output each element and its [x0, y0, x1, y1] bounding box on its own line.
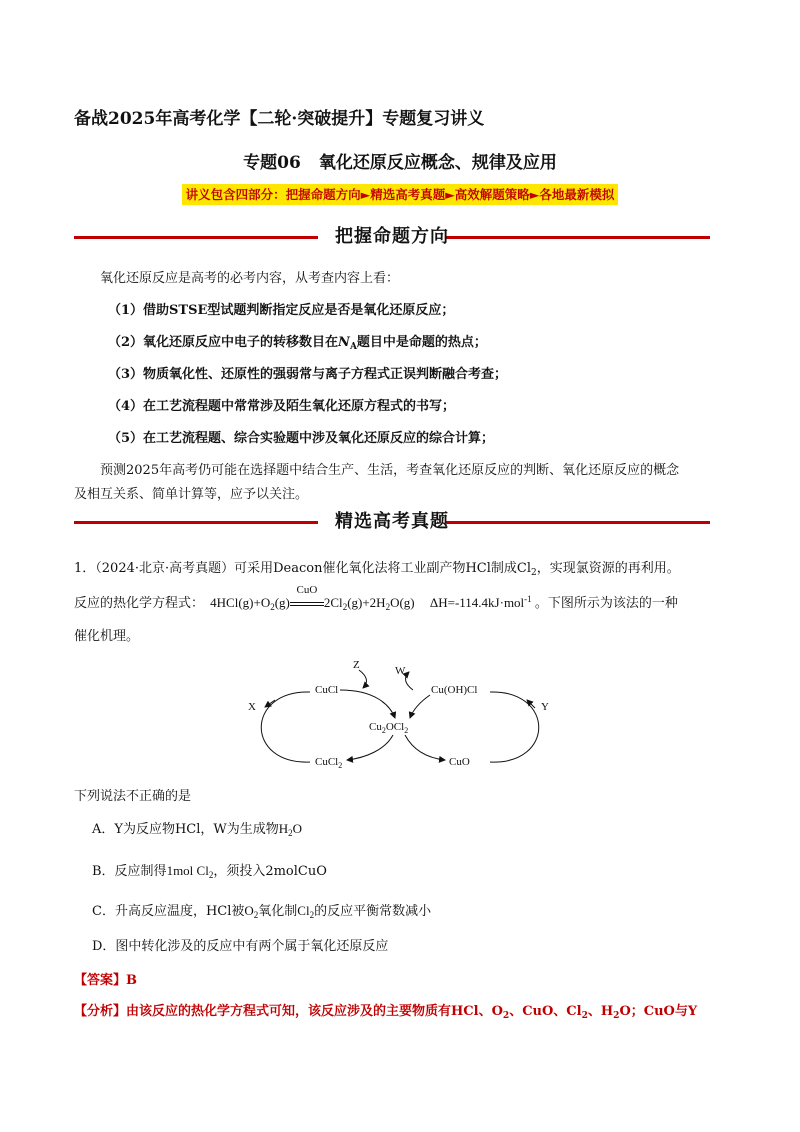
section-heading: 把握命题方向: [335, 226, 449, 247]
eq-right1: 2Cl: [323, 595, 343, 610]
eq-double-line: [290, 602, 324, 606]
analysis-label: 【分析】: [74, 1004, 127, 1019]
option-c-text: C．升高反应温度，HCl被: [92, 904, 245, 919]
point-2-post: 题目中是命题的热点；: [356, 335, 487, 350]
point-5: （5）在工艺流程题、综合实验题中涉及氧化还原反应的综合计算；: [108, 431, 495, 446]
arrow-cucl-to-cu2ocl2: [340, 690, 395, 718]
option-a-formula: $H_2O$: [278, 821, 303, 838]
cl2-formula: Cl: [516, 561, 532, 576]
option-b: [92, 860, 327, 883]
eq-dh-sup: -1: [524, 594, 532, 604]
eq-dh: ΔH=-114.4kJ·mol: [429, 595, 525, 610]
question-line-1-pre: 1．（2024·北京·高考真题）可采用Deacon催化氧化法将工业副产物HCl制成: [74, 561, 517, 576]
eq-right1-tail: (g)+2H: [347, 595, 386, 610]
option-d: D．图中转化涉及的反应中有两个属于氧化还原反应: [92, 939, 389, 954]
answer-line: [74, 970, 137, 992]
intro-paragraph: 氧化还原反应是高考的必考内容，从考查内容上看：: [100, 271, 400, 286]
option-c: [92, 900, 431, 923]
arrow-z: [359, 670, 366, 688]
question-line-1-post: ，实现氯资源的再利用。: [536, 561, 680, 576]
section-header-exams: [74, 507, 710, 537]
eq-right2-sub: 2: [385, 602, 391, 612]
answer-label: 【答案】: [74, 973, 127, 988]
label-z: Z: [353, 659, 360, 671]
section-header-direction: [74, 222, 710, 252]
topic-title: [0, 148, 800, 173]
section-rule-right: [446, 236, 710, 239]
analysis-line: 【分析】由该反应的热化学方程式可知，该反应涉及的主要物质有HCl、$O_2$、CuO、$Cl_2$、$H_2O$；CuO与Y: [74, 1004, 698, 1021]
question-stem: 下列说法不正确的是: [74, 789, 192, 804]
label-cuohcl: Cu(OH)Cl: [431, 684, 478, 696]
option-a-text: A．Y为反应物HCl，W为生成物: [92, 822, 279, 837]
na-subscript: A: [349, 342, 357, 352]
topic-name: 氧化还原反应概念、规律及应用: [318, 153, 557, 173]
section-heading: 精选高考真题: [335, 511, 449, 532]
arrow-cu2ocl2-to-cucl2: [347, 735, 393, 760]
prediction-line-1: 预测2025年高考仍可能在选择题中结合生产、生活，考查氧化还原反应的判断、氧化还原反应的概念: [100, 463, 680, 478]
question-line-2-post: 。下图所示为该法的一种: [534, 596, 678, 611]
prediction-line-2: 及相互关系、简单计算等，应予以关注。: [74, 487, 309, 502]
option-c-cl2: $Cl_2$: [297, 903, 315, 920]
eq-left-tail: (g): [274, 595, 290, 610]
section-rule-left: [74, 236, 318, 239]
outline-banner: [0, 184, 800, 203]
answer-value: B: [126, 973, 138, 988]
topic-number: 专题06: [243, 153, 301, 173]
eq-catalyst: CuO: [296, 584, 318, 596]
question-line-1: [74, 558, 680, 580]
point-3: （3）物质氧化性、还原性的强弱常与离子方程式正误判断融合考查；: [108, 367, 508, 382]
left-loop-arc: [261, 692, 310, 762]
option-b-text: B．反应制得: [92, 864, 167, 879]
option-b-formula: 1mol $Cl_2$: [166, 863, 214, 880]
label-x: X: [248, 701, 256, 713]
point-1: （1）借助STSE型试题判断指定反应是否是氧化还原反应；: [108, 303, 455, 318]
eq-right2-tail: O(g): [390, 595, 415, 610]
option-b-post: ，须投入2molCuO: [213, 864, 327, 879]
na-symbol: N: [338, 335, 350, 350]
cl2-subscript: 2: [531, 568, 537, 578]
question-line-2: [74, 584, 678, 615]
point-2: [108, 332, 487, 354]
label-w: W: [395, 665, 406, 677]
label-cucl: CuCl: [315, 684, 339, 696]
document-title: 备战2025年高考化学【二轮·突破提升】专题复习讲义: [74, 109, 485, 129]
eq-left-sub: 2: [270, 602, 275, 612]
label-cucl2: CuCl$_2$: [315, 756, 343, 770]
arrow-cu2ocl2-to-cuo: [405, 735, 445, 760]
option-c-mid: 氧化制: [258, 904, 298, 919]
eq-right1-sub: 2: [342, 602, 348, 612]
section-rule-right: [446, 521, 710, 524]
outline-banner-text: 讲义包含四部分：把握命题方向►精选高考真题►高效解题策略►各地最新模拟: [182, 184, 619, 205]
label-y: Y: [541, 701, 549, 713]
eq-left: 4HCl(g)+O: [210, 595, 271, 610]
thermo-equation: [210, 584, 535, 612]
point-2-pre: （2）氧化还原反应中电子的转移数目在: [108, 335, 339, 350]
equation-label: 反应的热化学方程式：: [74, 596, 205, 611]
point-4: （4）在工艺流程题中常常涉及陌生氧化还原方程式的书写；: [108, 399, 456, 414]
option-c-o2: $O_2$: [244, 903, 259, 920]
eq-arrow: [290, 584, 324, 614]
question-line-3: 催化机理。: [74, 629, 140, 644]
option-c-post: 的反应平衡常数减小: [314, 904, 432, 919]
arrow-cuohcl-to-cu2ocl2: [410, 695, 430, 718]
option-a: [92, 818, 302, 841]
catalytic-cycle-diagram: [235, 650, 575, 780]
label-cu2ocl2: $Cu_2OCl_2$: [369, 721, 409, 735]
section-rule-left: [74, 521, 318, 524]
label-cuo: CuO: [449, 756, 470, 768]
arrow-w: [406, 672, 413, 690]
right-loop-arc: [490, 692, 539, 762]
